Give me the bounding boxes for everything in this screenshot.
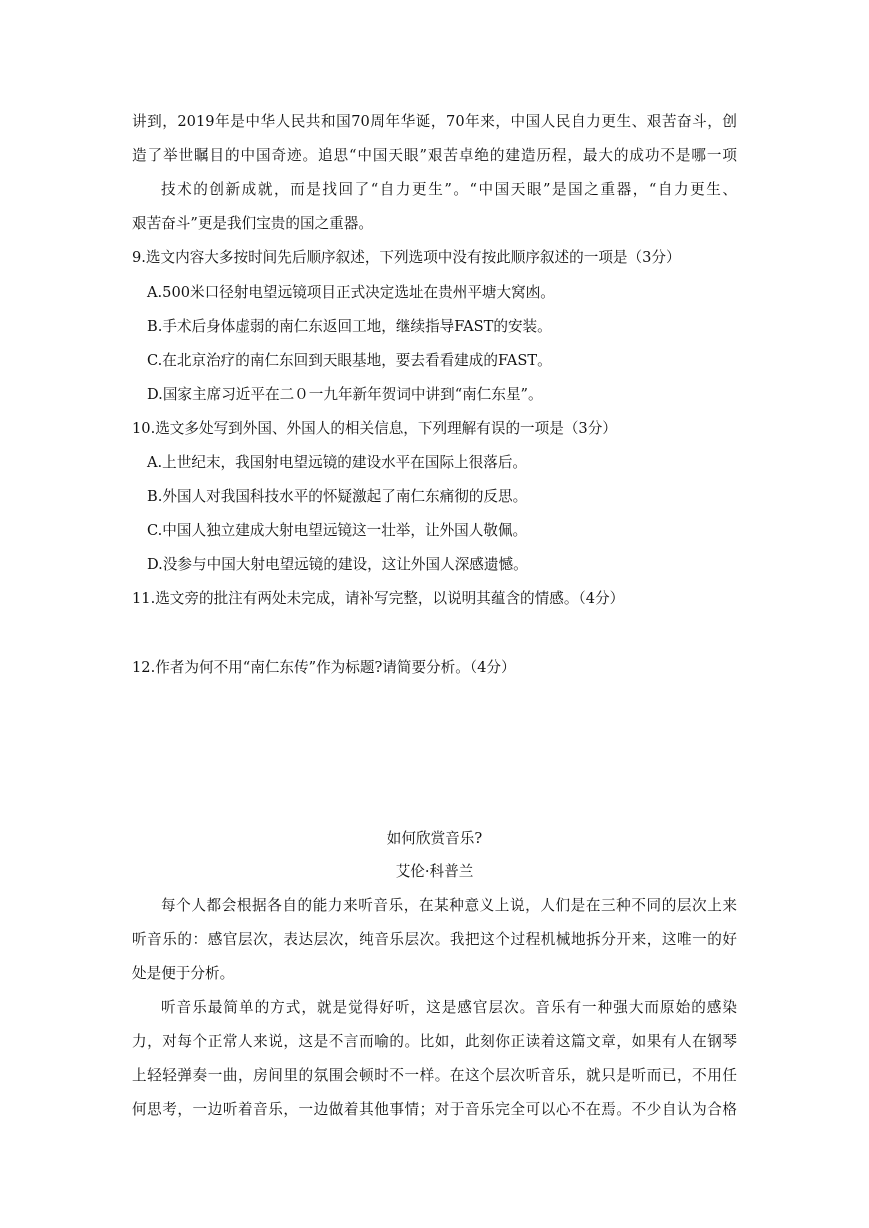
- intro-line-3: 技术的创新成就，而是找回了“自力更生”。“中国天眼”是国之重器，“自力更生、: [161, 181, 737, 198]
- intro-line-2: 造了举世瞩目的中国奇迹。追思“中国天眼”艰苦卓绝的建造历程，最大的成功不是哪一项: [132, 147, 737, 164]
- question-9-option-d: D.国家主席习近平在二０一九年新年贺词中讲到“南仁东星”。: [147, 386, 543, 403]
- intro-line-4: 艰苦奋斗”更是我们宝贵的国之重器。: [132, 215, 373, 232]
- question-10-option-d: D.没参与中国大射电望远镜的建设，这让外国人深感遗憾。: [147, 556, 528, 573]
- question-9-option-b: B.手术后身体虚弱的南仁东返回工地，继续指导FAST的安装。: [147, 318, 552, 335]
- question-10-option-a: A.上世纪末，我国射电望远镜的建设水平在国际上很落后。: [147, 454, 528, 471]
- article-line-6: 上轻轻弹奏一曲，房间里的氛围会顿时不一样。在这个层次听音乐，就只是听而已，不用任: [132, 1067, 737, 1084]
- question-10-stem: 10.选文多处写到外国、外国人的相关信息，下列理解有误的一项是（3分）: [132, 420, 617, 437]
- intro-line-1: 讲到，2019年是中华人民共和国70周年华诞，70年来，中国人民自力更生、艰苦奋斗，创: [132, 113, 737, 130]
- question-12: 12.作者为何不用“南仁东传”作为标题?请简要分析。（4分）: [132, 659, 516, 676]
- article-line-2: 听音乐的：感官层次，表达层次，纯音乐层次。我把这个过程机械地拆分开来，这唯一的好: [132, 931, 737, 948]
- article-line-5: 力，对每个正常人来说，这是不言而喻的。比如，此刻你正读着这篇文章，如果有人在钢琴: [132, 1033, 737, 1050]
- article-line-3: 处是便于分析。: [132, 965, 235, 982]
- article-line-1: 每个人都会根据各自的能力来听音乐，在某种意义上说，人们是在三种不同的层次上来: [161, 897, 737, 914]
- article-line-7: 何思考，一边听着音乐，一边做着其他事情；对于音乐完全可以心不在焉。不少自认为合格: [132, 1101, 737, 1118]
- question-10-option-b: B.外国人对我国科技水平的怀疑激起了南仁东痛彻的反思。: [147, 488, 528, 505]
- question-11: 11.选文旁的批注有两处未完成，请补写完整，以说明其蕴含的情感。（4分）: [132, 590, 625, 607]
- question-10-option-c: C.中国人独立建成大射电望远镜这一壮举，让外国人敬佩。: [147, 522, 528, 539]
- question-9-option-a: A.500米口径射电望远镜项目正式决定选址在贵州平塘大窝凼。: [147, 284, 555, 301]
- question-9-stem: 9.选文内容大多按时间先后顺序叙述，下列选项中没有按此顺序叙述的一项是（3分）: [132, 249, 681, 266]
- article-author: 艾伦·科普兰: [395, 863, 474, 880]
- question-9-option-c: C.在北京治疗的南仁东回到天眼基地，要去看看建成的FAST。: [147, 352, 552, 369]
- article-line-4: 听音乐最简单的方式，就是觉得好听，这是感官层次。音乐有一种强大而原始的感染: [161, 999, 737, 1016]
- article-title: 如何欣赏音乐?: [386, 830, 483, 847]
